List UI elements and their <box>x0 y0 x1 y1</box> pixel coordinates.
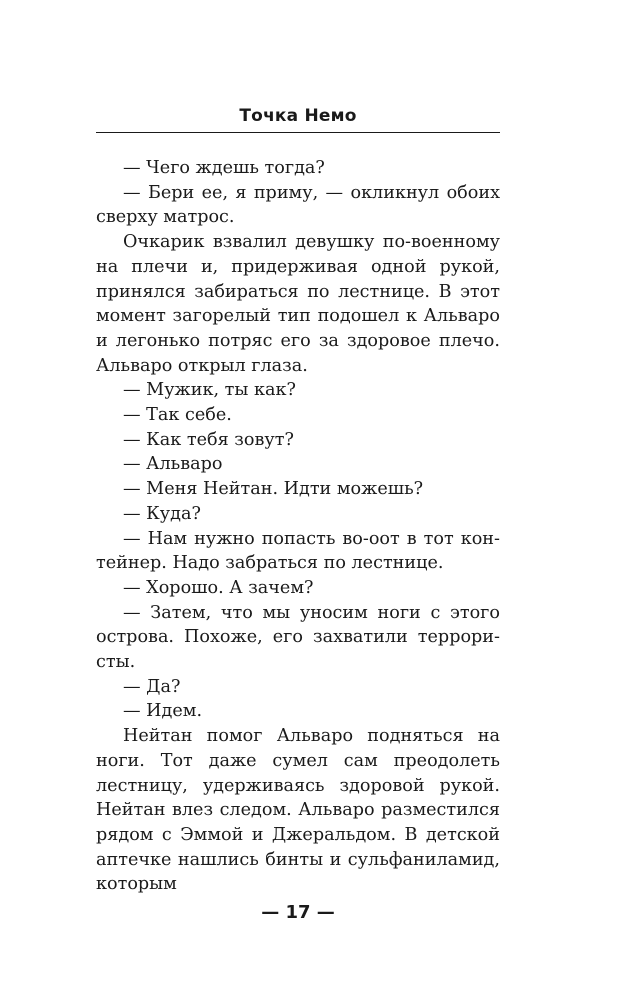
paragraph: — Бери ее, я приму, — окликнул обоих сверху матрос. <box>96 182 500 228</box>
running-head-title: Точка Немо <box>239 106 357 126</box>
paragraph: Нейтан помог Альваро подняться на ноги. Тот даже сумел сам преодолеть лестницу, удерживаясь здоровой рукой. Нейтан влез следом. Альваро разместился рядом с Эммой и Джеральдом. В детской аптечке нашлись бинты и сульфаниламид, которым <box>96 726 500 895</box>
paragraph: — Альваро <box>123 454 223 475</box>
paragraph: — Мужик, ты как? <box>123 380 296 401</box>
header-rule <box>96 132 500 133</box>
paragraph: — Затем, что мы уносим ноги с этого острова. Похоже, его захватили террористы. <box>96 602 500 673</box>
paragraph: — Куда? <box>123 503 201 524</box>
paragraph: — Нам нужно попасть во-оот в тот контейнер. Надо забраться по лестнице. <box>96 528 500 574</box>
paragraph: — Чего ждешь тогда? <box>123 158 325 178</box>
body-text <box>96 156 500 897</box>
paragraph: — Идем. <box>123 701 203 722</box>
page-number: — 17 — <box>261 902 335 923</box>
paragraph: Очкарик взвалил девушку по-военному на плечи и, придерживая одной рукой, принялся забираться по лестнице. В этот момент загорелый тип подошел к Альваро и легонько потряс его за здоровое плечо. Альваро открыл глаза. <box>96 232 500 376</box>
paragraph: — Да? <box>123 676 181 697</box>
paragraph: — Как тебя зовут? <box>123 429 294 450</box>
paragraph: — Меня Нейтан. Идти можешь? <box>123 479 424 500</box>
paragraph: — Хорошо. А зачем? <box>123 577 314 598</box>
paragraph: — Так себе. <box>123 405 232 426</box>
